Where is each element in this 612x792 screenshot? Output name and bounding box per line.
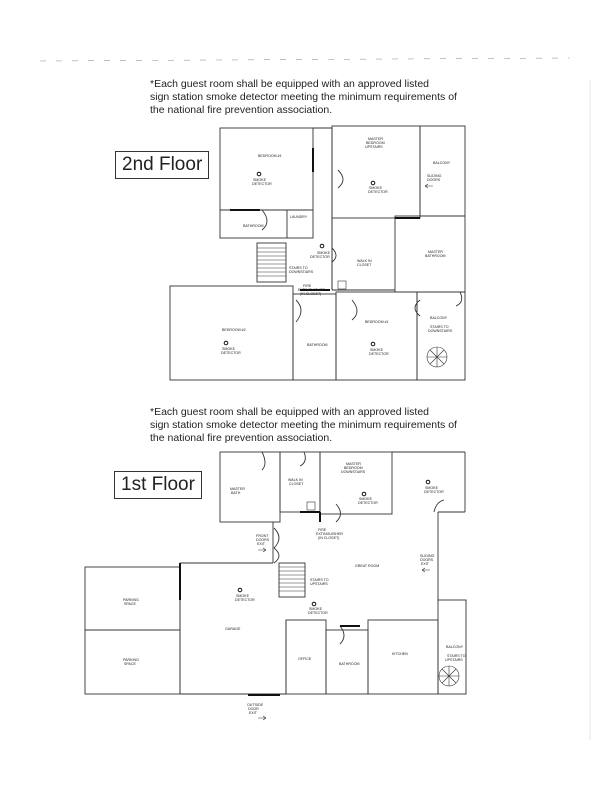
label-extinguisher: EXTINGUISHER (298, 288, 325, 292)
label-sliding: SLIDING (420, 554, 435, 558)
door-swing (415, 300, 420, 316)
top-note-line-2: sign station smoke detector meeting the minimum requirements of (150, 91, 457, 103)
bedroom2-room (170, 286, 293, 380)
label-detector: DETECTOR (368, 190, 388, 194)
smoke-detector-icon (238, 588, 242, 592)
label-master: MASTER (230, 487, 245, 491)
label-master-1: MASTER (346, 462, 361, 466)
label-exit: EXIT (257, 542, 265, 546)
label-downstairs: DOWNSTAIRS (428, 329, 453, 333)
label-smoke: SMOKE (359, 497, 372, 501)
label-smoke: SMOKE (369, 186, 382, 190)
label-parking: PARKING (123, 658, 139, 662)
label-bedroom1: BEDROOM #1 (258, 154, 282, 158)
bedroom3-room (336, 292, 417, 380)
label-bathroom: BATHROOM (243, 224, 264, 228)
bottom-note-line-1: *Each guest room shall be equipped with an approved listed (150, 406, 430, 418)
label-master-bath-1: MASTER (428, 250, 443, 254)
label-upstairs: UPSTAIRS (310, 582, 328, 586)
label-walk-in: WALK IN (288, 478, 303, 482)
door-swing (274, 528, 279, 548)
label-balcony2: BALCONY (430, 316, 448, 320)
second-floor-thick-walls (230, 148, 420, 290)
label-fire: FIRE (303, 284, 312, 288)
second-floor-stair-treads (257, 248, 286, 276)
label-doors: DOORS (256, 538, 270, 542)
label-in-closet: (IN CLOSET) (300, 292, 322, 296)
label-downstairs: DOWNSTAIRS (289, 270, 314, 274)
label-smoke: SMOKE (253, 178, 266, 182)
sliding-arrow-icon (422, 568, 430, 572)
label-detector: DETECTOR (358, 501, 378, 505)
label-exit: EXIT (421, 562, 429, 566)
label-front: FRONT (256, 534, 269, 538)
door-swing (336, 504, 341, 522)
label-fire: FIRE (318, 528, 327, 532)
fire-extinguisher-icon (307, 502, 315, 510)
smoke-detector-icon (257, 172, 261, 176)
label-master-2: BEDROOM (344, 466, 363, 470)
stairs-up-block (279, 563, 305, 597)
bottom-note-line-3: the national fire prevention association. (150, 432, 333, 444)
label-office: OFFICE (298, 657, 312, 661)
label-bath: BATH (231, 491, 241, 495)
smoke-detector-icon (224, 341, 228, 345)
door-swing (340, 626, 344, 644)
door-swing (274, 548, 279, 563)
door-swing (300, 452, 305, 466)
label-space: SPACE (124, 662, 136, 666)
label-detector: DETECTOR (252, 182, 272, 186)
label-smoke: SMOKE (236, 594, 249, 598)
label-walk-in: WALK IN (357, 259, 372, 263)
label-extinguisher: EXTINGUISHER (316, 532, 343, 536)
label-detector: DETECTOR (235, 598, 255, 602)
label-master-2: BEDROOM (366, 141, 385, 145)
master-bath-room (220, 452, 280, 522)
first-floor-thick-walls (180, 512, 360, 626)
sliding-arrow-icon (425, 184, 433, 188)
label-smoke: SMOKE (222, 347, 235, 351)
label-detector: DETECTOR (221, 351, 241, 355)
label-parking: PARKING (123, 598, 139, 602)
door-swing (296, 300, 301, 322)
label-closet: CLOSET (289, 482, 304, 486)
label-stairs-to: STAIRS TO (430, 325, 449, 329)
door-swing (352, 300, 357, 320)
label-balcony: BALCONY (433, 161, 451, 165)
label-stairs-to: STAIRS TO (310, 578, 329, 582)
label-master-3: UPSTAIRS (365, 145, 383, 149)
outside-door-arrow-icon (258, 716, 266, 720)
first-floor-spiral-stair (439, 666, 459, 686)
first-floor-labels (123, 462, 466, 715)
label-great-room: GREAT ROOM (355, 564, 380, 568)
label-bathroom: BATHROOM (339, 662, 360, 666)
fire-extinguisher-icon (338, 281, 346, 289)
kitchen-room (368, 620, 438, 694)
label-doors: DOORS (427, 178, 441, 182)
label-door: DOOR (248, 707, 259, 711)
label-upstairs: UPSTAIRS (445, 658, 463, 662)
bottom-note-line-2: sign station smoke detector meeting the minimum requirements of (150, 419, 457, 431)
label-kitchen: KITCHEN (392, 652, 408, 656)
label-in-closet: (IN CLOSET) (318, 536, 340, 540)
label-detector: DETECTOR (369, 352, 389, 356)
second-floor-spiral-stair (427, 347, 447, 367)
label-bedroom3: BEDROOM #1 (365, 320, 389, 324)
balcony-top-room (420, 126, 465, 216)
door-swing (262, 452, 265, 470)
door-swing (338, 170, 343, 188)
second-floor-title: 2nd Floor (115, 151, 209, 179)
smoke-detector-icon (426, 480, 430, 484)
label-smoke: SMOKE (425, 486, 438, 490)
label-bedroom2: BEDROOM #2 (222, 328, 246, 332)
first-floor-smoke-detectors (238, 480, 430, 606)
smoke-detector-icon (312, 602, 316, 606)
label-bathroom2: BATHROOM (307, 343, 328, 347)
label-detector: DETECTOR (310, 255, 330, 259)
top-note-line-1: *Each guest room shall be equipped with an approved listed (150, 78, 430, 90)
label-exit: EXIT (249, 711, 257, 715)
smoke-detector-icon (362, 492, 366, 496)
door-swing (434, 500, 444, 512)
label-stairs-to: STAIRS TO (447, 654, 466, 658)
label-smoke: SMOKE (317, 251, 330, 255)
label-sliding: SLIDING (427, 174, 442, 178)
label-detector: DETECTOR (424, 490, 444, 494)
label-closet: CLOSET (357, 263, 372, 267)
label-stairs-to: STAIRS TO (289, 266, 308, 270)
label-laundry: LAUNDRY (290, 215, 308, 219)
door-swing (456, 292, 462, 306)
top-note-line-3: the national fire prevention association. (150, 104, 333, 116)
second-floor-labels (221, 137, 453, 356)
top-scan-line (40, 58, 570, 61)
label-balcony: BALCONY (446, 645, 464, 649)
label-doors: DOORS (420, 558, 434, 562)
first-floor-title: 1st Floor (114, 471, 202, 499)
door-swing (332, 248, 336, 262)
first-floor-stair-treads (279, 567, 305, 591)
label-outside: OUTSIDE (247, 703, 263, 707)
bathroom2-room (293, 294, 336, 380)
smoke-detector-icon (320, 244, 324, 248)
label-space: SPACE (124, 602, 136, 606)
label-master-1: MASTER (368, 137, 383, 141)
label-master-3: DOWNSTAIRS (341, 470, 366, 474)
label-garage: GARAGE (225, 627, 241, 631)
first-floor-plan (85, 452, 466, 694)
label-master-bath-2: BATHROOM (425, 254, 446, 258)
smoke-detector-icon (371, 181, 375, 185)
label-smoke: SMOKE (370, 348, 383, 352)
label-smoke: SMOKE (309, 607, 322, 611)
smoke-detector-icon (371, 342, 375, 346)
label-detector: DETECTOR (308, 611, 328, 615)
front-door-arrow-icon (258, 548, 266, 552)
